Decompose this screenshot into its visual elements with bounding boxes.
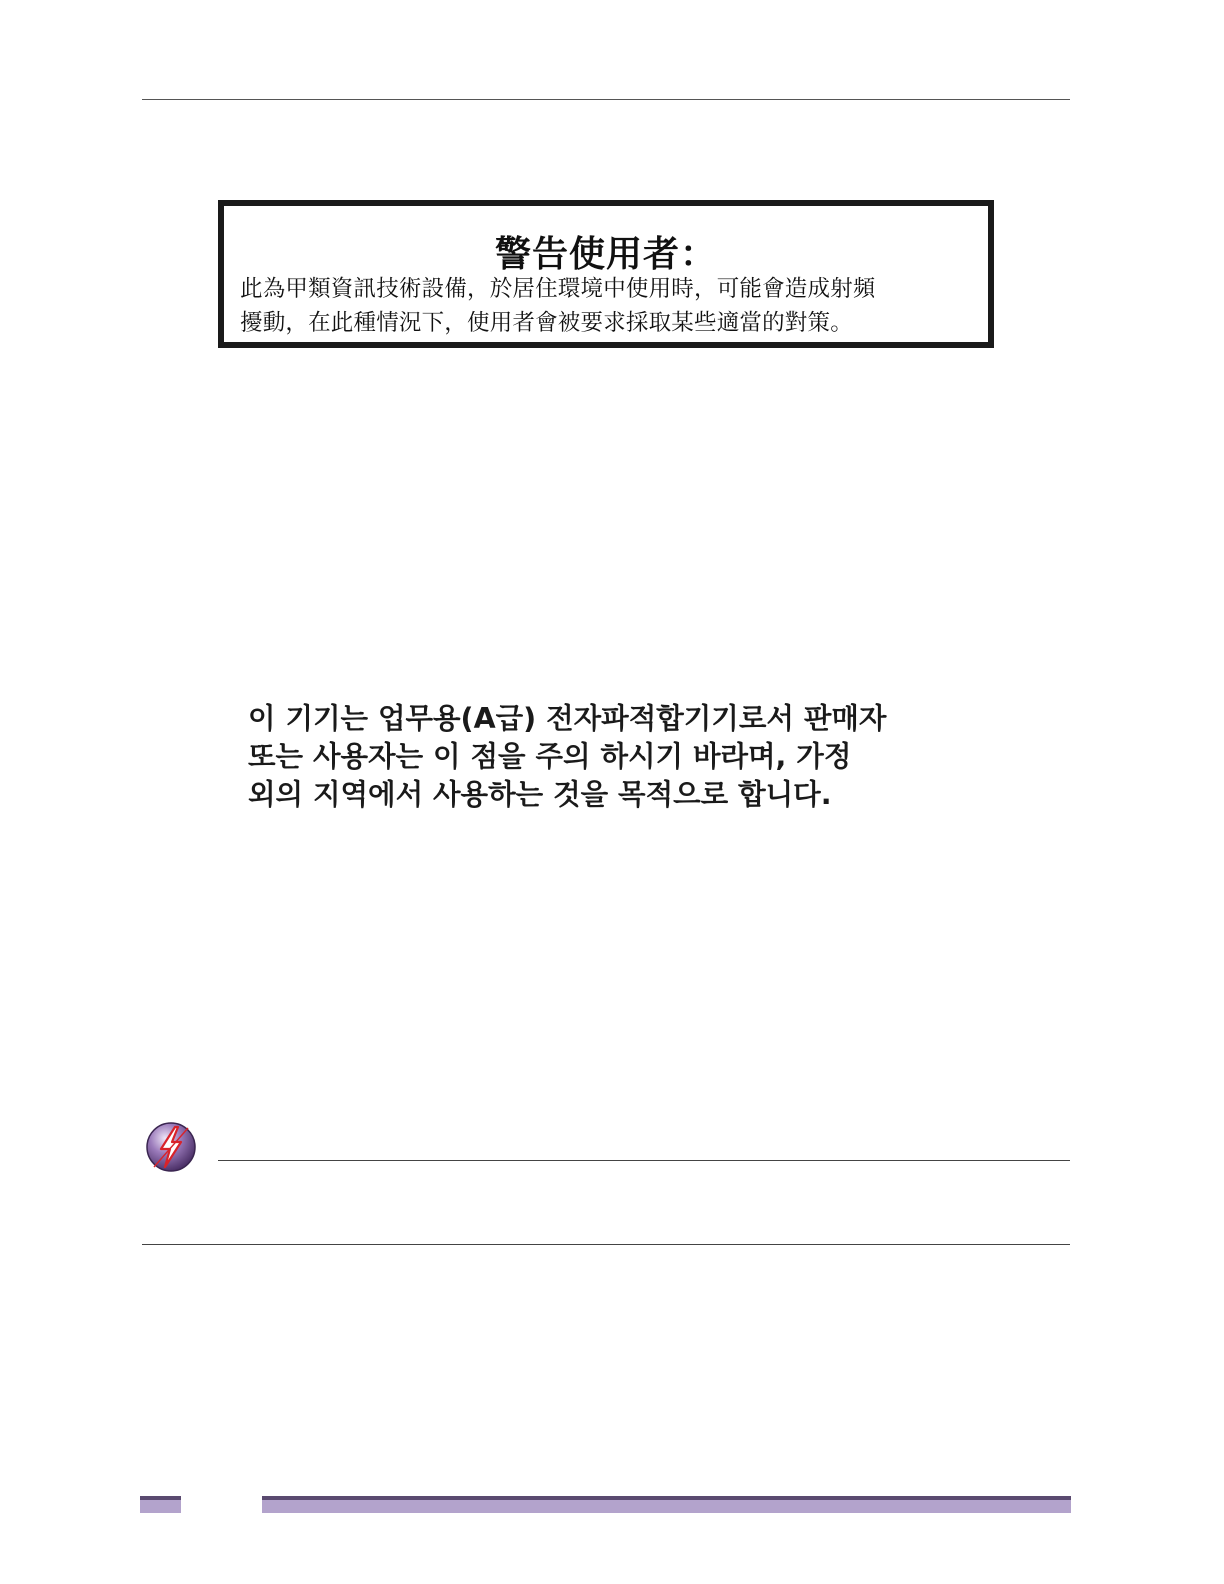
korean-notice — [248, 700, 968, 814]
warning-line: 擾動，在此種情況下，使用者會被要求採取某些適當的對策。 — [240, 310, 853, 336]
warning-body — [240, 272, 976, 340]
header-rule — [142, 99, 1070, 100]
footer-bar-left — [140, 1496, 181, 1513]
caution-rule — [218, 1160, 1070, 1161]
electrical-hazard-icon — [144, 1120, 198, 1174]
korean-notice-line: 외의 지역에서 사용하는 것을 목적으로 합니다. — [248, 778, 832, 811]
korean-notice-line: 또는 사용자는 이 점을 주의 하시기 바라며, 가정 — [248, 740, 852, 773]
footer-bar-right — [262, 1496, 1071, 1513]
taiwan-warning-box — [218, 200, 994, 348]
warning-title: 警告使用者： — [494, 234, 717, 275]
warning-line: 此為甲類資訊技術設備，於居住環境中使用時，可能會造成射頻 — [240, 276, 876, 302]
section-end-rule — [142, 1244, 1070, 1245]
korean-notice-line: 이 기기는 업무용(A급) 전자파적합기기로서 판매자 — [248, 702, 887, 735]
